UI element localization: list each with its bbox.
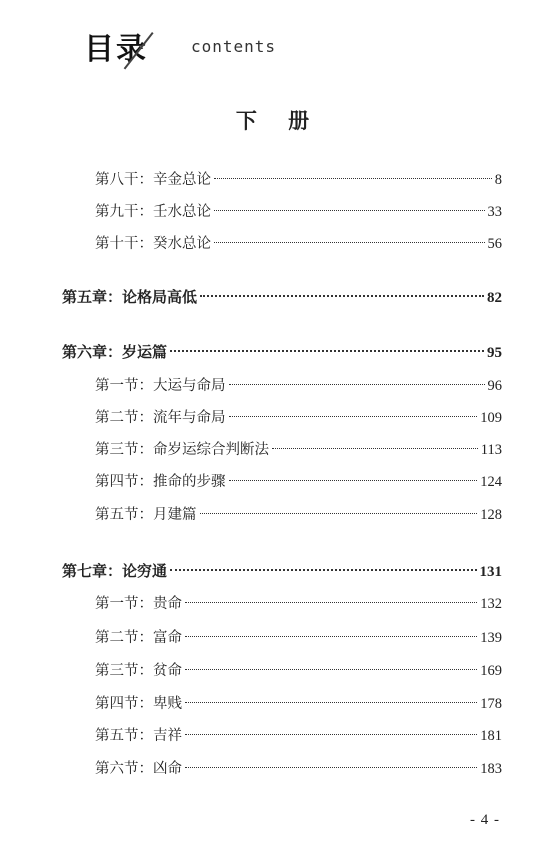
toc-entry-page: 8 — [494, 172, 502, 188]
toc-entry-title: 富命 — [153, 630, 182, 646]
toc-entry-title: 论格局高低 — [122, 288, 198, 306]
toc-section-entry[interactable] — [95, 168, 502, 192]
dot-leader — [214, 178, 492, 179]
toc-section-entry[interactable] — [95, 503, 502, 527]
toc-entry-title: 论穷通 — [122, 562, 168, 580]
toc-section-entry[interactable] — [95, 724, 502, 748]
toc-entry-title: 壬水总论 — [153, 204, 211, 220]
toc-entry-title: 辛金总论 — [153, 172, 211, 188]
dot-leader — [185, 602, 477, 603]
toc-entry-page: 113 — [480, 442, 502, 458]
toc-entry-page: 169 — [480, 663, 502, 679]
contents-label: contents — [191, 37, 277, 56]
toc-entry-number: 第四节： — [95, 696, 153, 712]
dot-leader — [229, 384, 485, 385]
toc-entry-number: 第六章： — [62, 343, 123, 361]
toc-entry-title: 岁运篇 — [122, 343, 168, 361]
toc-entry-page: 128 — [480, 507, 502, 523]
dot-leader — [185, 669, 477, 670]
dot-leader — [185, 767, 477, 768]
logo-text: 目录 — [84, 32, 148, 67]
toc-entry-number: 第八干： — [95, 172, 153, 188]
toc-entry-number: 第五章： — [62, 288, 123, 306]
toc-section-entry[interactable] — [95, 659, 502, 683]
toc-entry-title: 月建篇 — [153, 507, 197, 523]
toc-section-entry[interactable] — [95, 232, 502, 256]
dot-leader — [214, 210, 485, 211]
dot-leader — [214, 242, 485, 243]
toc-entry-page: 33 — [487, 204, 502, 220]
toc-entry-page: 183 — [480, 761, 502, 777]
dot-leader — [185, 702, 477, 703]
toc-entry-number: 第九干： — [95, 204, 153, 220]
page-number: - 4 - — [470, 812, 500, 828]
toc-section-entry[interactable] — [95, 200, 502, 224]
toc-entry-page: 82 — [487, 290, 502, 306]
toc-entry-title: 贫命 — [153, 663, 182, 679]
toc-entry-title: 吉祥 — [153, 728, 182, 744]
toc-entry-number: 第四节： — [95, 474, 153, 490]
dot-leader — [170, 350, 484, 352]
toc-section-entry[interactable] — [95, 406, 502, 430]
toc-entry-number: 第五节： — [95, 507, 153, 523]
toc-entry-page: 124 — [480, 474, 502, 490]
toc-entry-number: 第六节： — [95, 761, 153, 777]
toc-section-entry[interactable] — [95, 692, 502, 716]
toc-entry-page: 139 — [480, 630, 502, 646]
toc-section-entry[interactable] — [95, 757, 502, 781]
toc-entry-number: 第三节： — [95, 663, 153, 679]
toc-entry-page: 178 — [480, 696, 502, 712]
toc-entry-page: 96 — [487, 378, 502, 394]
toc-entry-page: 131 — [479, 564, 502, 580]
toc-entry-title: 卑贱 — [153, 696, 182, 712]
toc-entry-number: 第一节： — [95, 378, 153, 394]
toc-section-entry[interactable] — [95, 374, 502, 398]
toc-entry-page: 56 — [487, 236, 502, 252]
toc-entry-title: 推命的步骤 — [153, 474, 226, 490]
toc-entry-number: 第一节： — [95, 596, 153, 612]
toc-entry-title: 命岁运综合判断法 — [153, 442, 269, 458]
toc-entry-page: 95 — [487, 345, 502, 361]
dot-leader — [200, 513, 478, 514]
toc-section-entry[interactable] — [95, 470, 502, 494]
dot-leader — [185, 636, 477, 637]
toc-entry-number: 第三节： — [95, 442, 153, 458]
volume-title: 下 册 — [235, 108, 322, 133]
dot-leader — [185, 734, 477, 735]
toc-entry-title: 凶命 — [153, 761, 182, 777]
toc-entry-title: 贵命 — [153, 596, 182, 612]
toc-entry-title: 流年与命局 — [153, 410, 226, 426]
toc-entry-page: 109 — [480, 410, 502, 426]
toc-entry-page: 181 — [480, 728, 502, 744]
toc-entry-title: 癸水总论 — [153, 236, 211, 252]
toc-entry-title: 大运与命局 — [153, 378, 226, 394]
dot-leader — [272, 448, 478, 449]
toc-section-entry[interactable] — [95, 592, 502, 616]
toc-entry-number: 第五节： — [95, 728, 153, 744]
toc-entry-page: 132 — [480, 596, 502, 612]
dot-leader — [229, 480, 478, 481]
toc-section-entry[interactable] — [95, 626, 502, 650]
toc-entry-number: 第二节： — [95, 410, 153, 426]
toc-entry-number: 第二节： — [95, 630, 153, 646]
toc-entry-number: 第十干： — [95, 236, 153, 252]
toc-entry-number: 第七章： — [62, 562, 123, 580]
dot-leader — [200, 295, 484, 297]
toc-chapter-entry[interactable] — [62, 559, 502, 583]
toc-section-entry[interactable] — [95, 438, 502, 462]
toc-chapter-entry[interactable] — [62, 285, 502, 309]
toc-chapter-entry[interactable] — [62, 340, 502, 364]
dot-leader — [229, 416, 478, 417]
dot-leader — [170, 569, 476, 571]
